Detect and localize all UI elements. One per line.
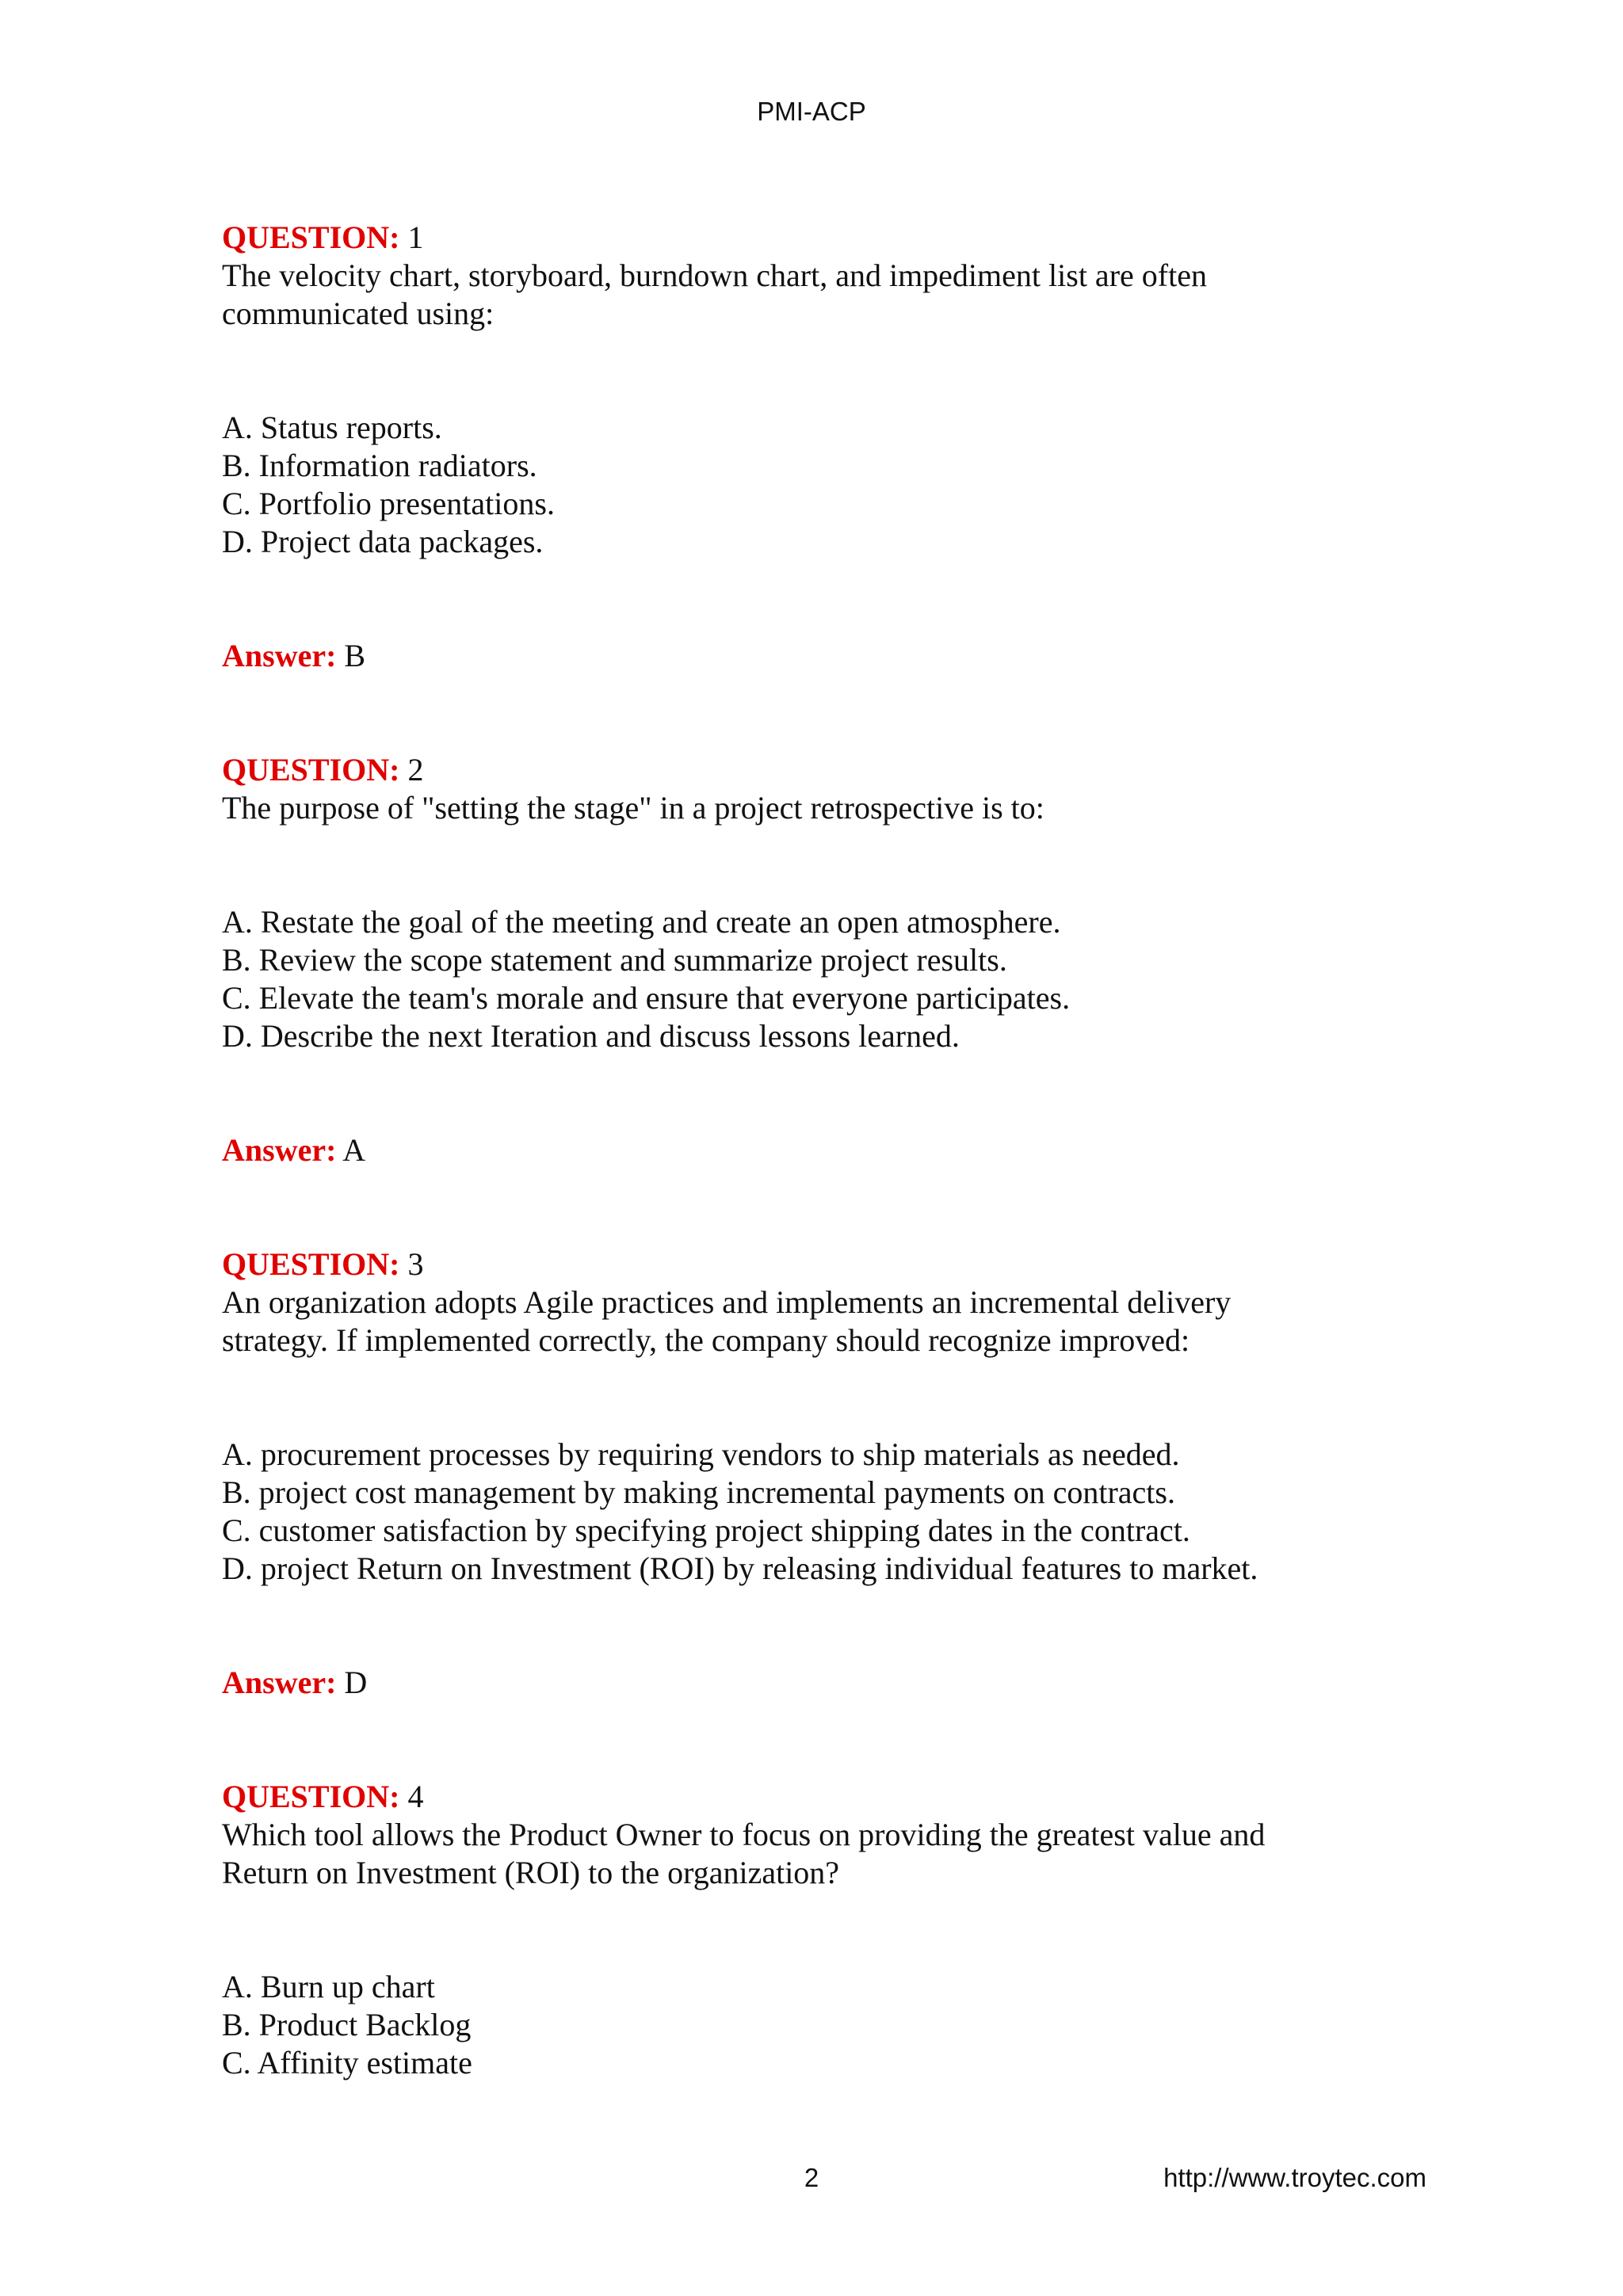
question-text [222,257,1458,333]
question-text-line: Return on Investment (ROI) to the organization? [222,1855,840,1890]
question-heading [222,1245,1458,1283]
option-b: B. project cost management by making incremental payments on contracts. [222,1474,1175,1510]
option-b: B. Information radiators. [222,448,537,483]
answer-options [222,1968,1458,2082]
answer-options [222,409,1458,561]
option-d: D. Project data packages. [222,524,544,559]
answer-value: B [344,638,366,673]
answer-value: D [344,1665,368,1700]
question-block-4 [222,1778,1458,2082]
option-c: C. customer satisfaction by specifying project shipping dates in the contract. [222,1512,1190,1548]
question-label: QUESTION: [222,1779,400,1814]
answer-line [222,637,1458,675]
question-block-2 [222,751,1458,1169]
question-block-1 [222,219,1458,675]
answer-options [222,1436,1458,1588]
option-b: B. Product Backlog [222,2007,472,2042]
option-a: A. Status reports. [222,410,442,445]
option-a: A. procurement processes by requiring vendors to ship materials as needed. [222,1436,1180,1472]
question-text-line: strategy. If implemented correctly, the company should recognize improved: [222,1322,1190,1358]
option-c: C. Elevate the team's morale and ensure that everyone participates. [222,980,1071,1016]
answer-line [222,1664,1458,1702]
footer-url: http://www.troytec.com [1163,2163,1426,2192]
option-a: A. Restate the goal of the meeting and create an open atmosphere. [222,904,1061,940]
question-number: 3 [407,1246,424,1282]
question-text-line: The purpose of "setting the stage" in a project retrospective is to: [222,790,1044,826]
question-text-line: Which tool allows the Product Owner to focus on providing the greatest value and [222,1817,1266,1852]
question-label: QUESTION: [222,752,400,788]
question-number: 1 [407,219,424,255]
question-text-line: An organization adopts Agile practices and implements an incremental delivery [222,1284,1232,1320]
option-d: D. project Return on Investment (ROI) by releasing individual features to market. [222,1550,1258,1586]
answer-options [222,903,1458,1055]
questions-content [222,219,1458,2082]
option-b: B. Review the scope statement and summarize project results. [222,942,1007,978]
option-d: D. Describe the next Iteration and discuss lessons learned. [222,1018,960,1054]
question-text-line: communicated using: [222,296,495,331]
answer-value: A [342,1132,366,1168]
question-block-3 [222,1245,1458,1702]
option-c: C. Affinity estimate [222,2045,472,2081]
question-text-line: The velocity chart, storyboard, burndown chart, and impediment list are often [222,257,1207,293]
answer-label: Answer: [222,1665,337,1700]
question-number: 4 [407,1779,424,1814]
page-header-title: PMI-ACP [757,97,866,126]
page-number: 2 [804,2163,819,2192]
question-heading [222,1778,1458,1816]
question-number: 2 [407,752,424,788]
answer-label: Answer: [222,638,337,673]
question-text [222,789,1458,827]
question-label: QUESTION: [222,219,400,255]
answer-line [222,1131,1458,1169]
answer-label: Answer: [222,1132,337,1168]
question-text [222,1816,1458,1892]
question-heading [222,751,1458,789]
option-c: C. Portfolio presentations. [222,486,555,521]
question-text [222,1283,1458,1360]
option-a: A. Burn up chart [222,1969,435,2004]
question-heading [222,219,1458,257]
question-label: QUESTION: [222,1246,400,1282]
